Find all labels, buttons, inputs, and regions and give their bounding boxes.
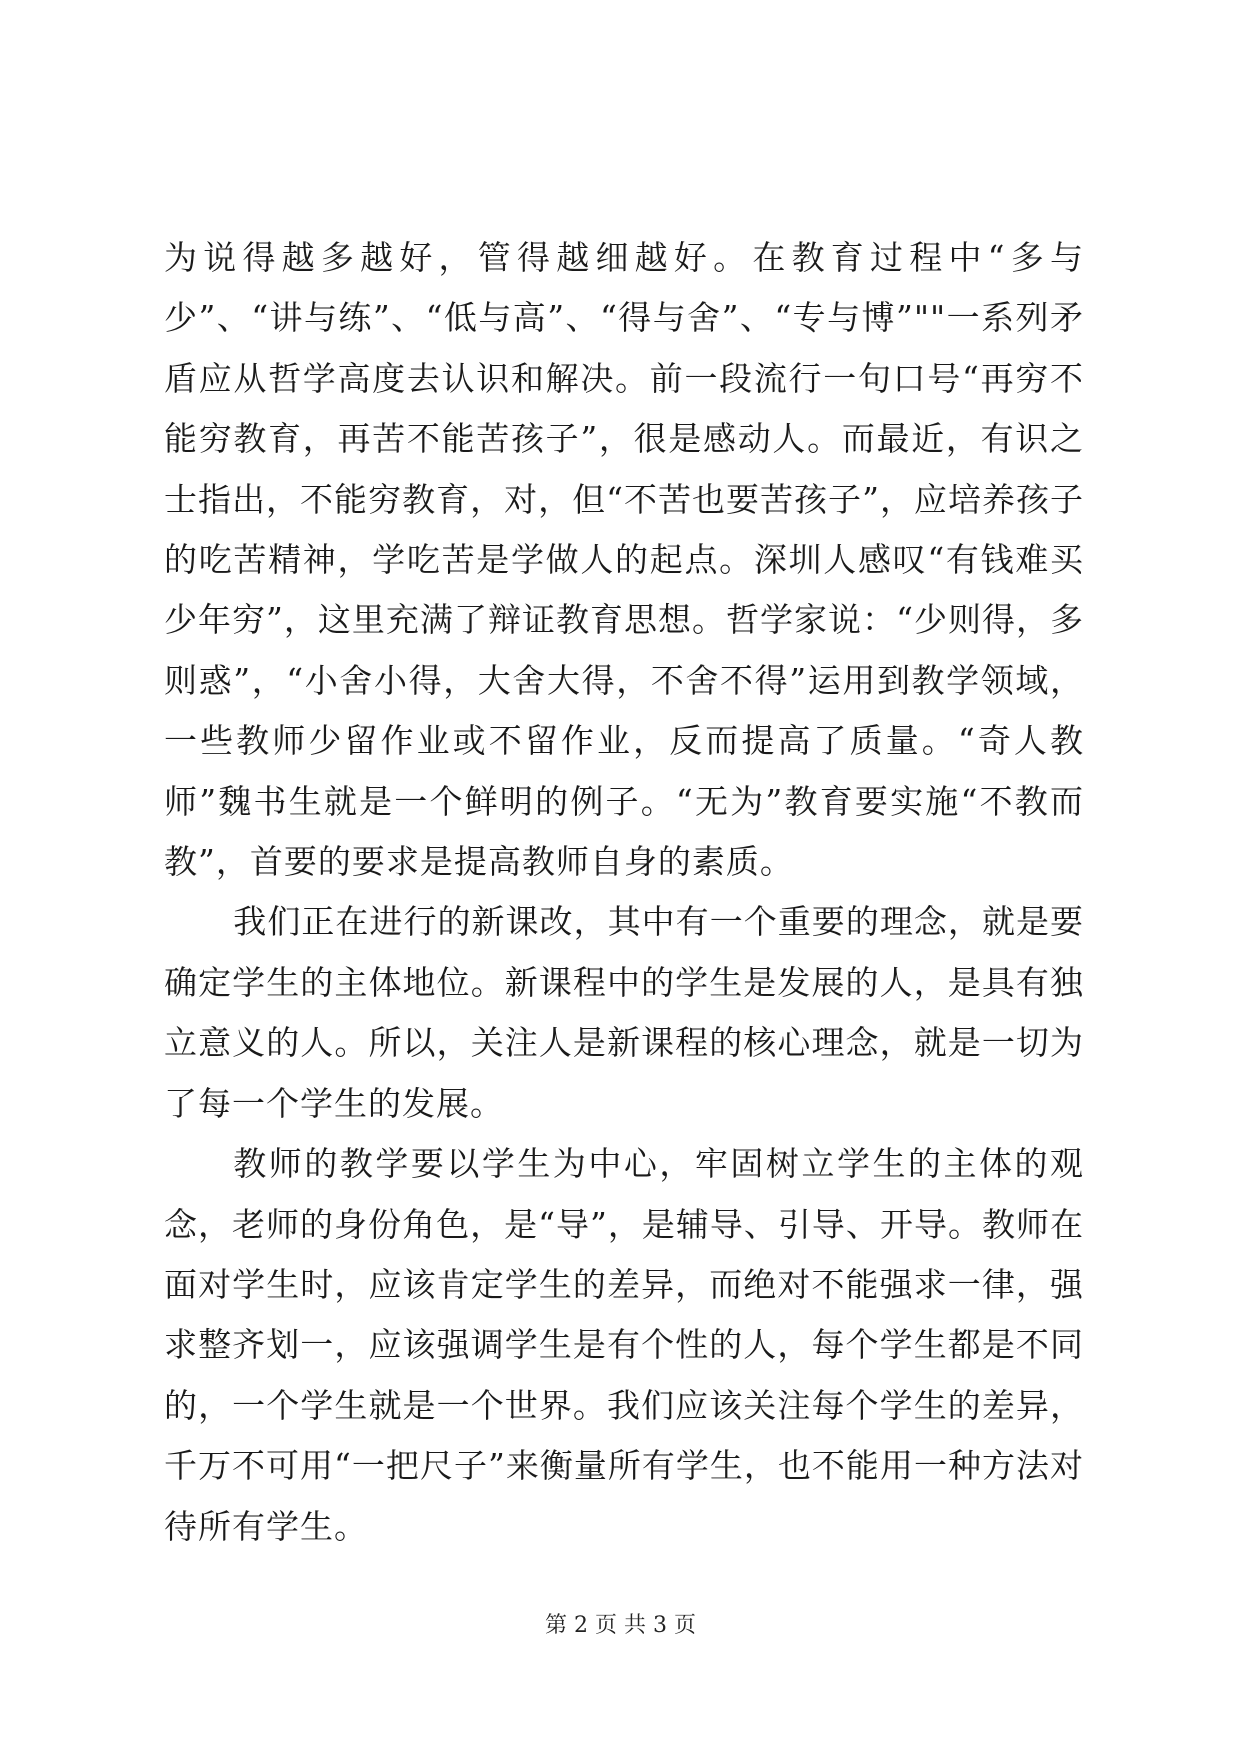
document-body (164, 228, 1084, 1557)
paragraph-student-centered: 教师的教学要以学生为中心，牢固树立学生的主体的观念，老师的身份角色，是“导”，是辅导、引导、开导。教师在面对学生时，应该肯定学生的差异，而绝对不能强求一律，强求整齐划一，应该强调学生是有个性的人，每个学生都是不同的，一个学生就是一个世界。我们应该关注每个学生的差异，千万不可用“一把尺子”来衡量所有学生，也不能用一种方法对待所有学生。 (164, 1144, 1084, 1546)
paragraph-new-curriculum: 我们正在进行的新课改，其中有一个重要的理念，就是要确定学生的主体地位。新课程中的学生是发展的人，是具有独立意义的人。所以，关注人是新课程的核心理念，就是一切为了每一个学生的发展。 (164, 902, 1084, 1123)
page-number-footer: 第 2 页 共 3 页 (545, 1613, 696, 1638)
paragraph-continuation: 为说得越多越好，管得越细越好。在教育过程中“多与少”、“讲与练”、“低与高”、“得与舍”、“专与博”""一系列矛盾应从哲学高度去认识和解决。前一段流行一句口号“再穷不能穷教育，再苦不能苦孩子”，很是感动人。而最近，有识之士指出，不能穷教育，对，但“不苦也要苦孩子”，应培养孩子的吃苦精神，学吃苦是学做人的起点。深圳人感叹“有钱难买少年穷”，这里充满了辩证教育思想。哲学家说：“少则得，多则惑”，“小舍小得，大舍大得，不舍不得”运用到教学领域，一些教师少留作业或不留作业，反而提高了质量。“奇人教师”魏书生就是一个鲜明的例子。“无为”教育要实施“不教而教”，首要的要求是提高教师自身的素质。 (164, 238, 1084, 882)
